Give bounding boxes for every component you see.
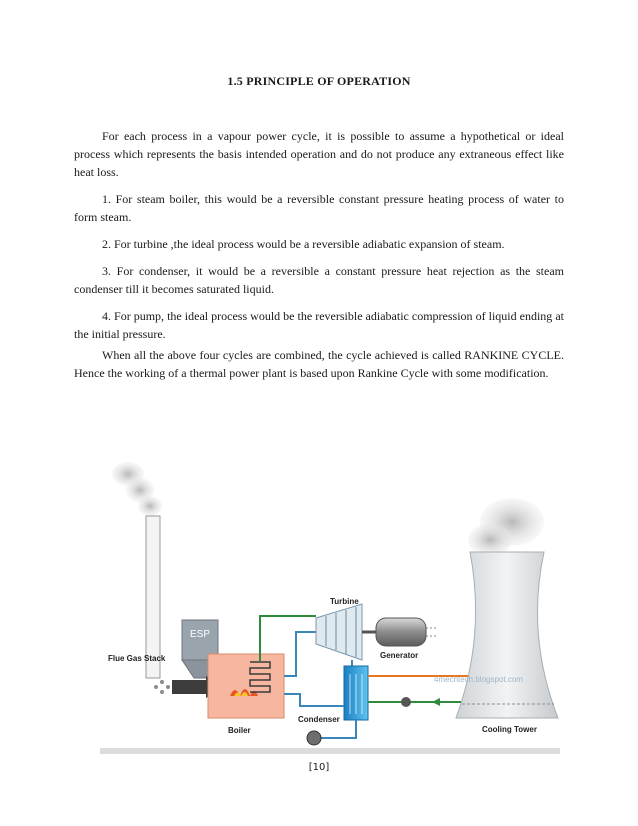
power-plant-diagram [100,456,560,754]
intro-paragraph: For each process in a vapour power cycle, it is possible to assume a hypothetical or ideal process which represents the basis intended operation and do not produce any extraneous effect like heat loss. [74,129,564,179]
cold-water-arrow [432,698,440,706]
boiler-paragraph: 1. For steam boiler, this would be a reversible constant pressure heating process of water to form steam. [74,192,564,224]
condenser-paragraph: 3. For condenser, it would be a reversible a constant pressure heat rejection as the steam condenser till it becomes saturated liquid. [74,264,564,296]
stack-smoke [112,462,162,516]
generator-label: Generator [380,651,419,660]
turbine-paragraph: 2. For turbine ,the ideal process would be a reversible adiabatic expansion of steam. [102,237,505,251]
conclusion-paragraph: When all the above four cycles are combined, the cycle achieved is called RANKINE CYCLE. Hence the working of a thermal power plant is based upon Rankine Cycle with some modification. [74,348,564,380]
return-pipe [284,694,344,706]
cooling-pump [401,697,411,707]
boiler-unit [208,654,284,718]
pump-paragraph: 4. For pump, the ideal process would be the reversible adiabatic compression of liquid ending at the initial pressure. [74,309,564,341]
watermark: 4mechtech.blogspot.com [434,675,523,684]
page-number: [10] [308,762,330,773]
generator-unit [376,618,436,646]
cooling-tower-label: Cooling Tower [482,725,537,734]
condenser-unit [344,666,368,720]
condenser-label: Condenser [298,715,340,724]
turbine-unit [316,604,362,660]
condensate-pump [307,731,321,745]
boiler-label: Boiler [228,726,251,735]
ground-strip [100,748,560,754]
esp-label: ESP [189,629,211,640]
turbine-label: Turbine [330,597,359,606]
cooling-tower [456,498,558,718]
feed-pipe [284,632,316,676]
flue-gas-stack-label: Flue Gas Stack [108,654,166,663]
section-heading: 1.5 PRINCIPLE OF OPERATION [227,74,411,88]
